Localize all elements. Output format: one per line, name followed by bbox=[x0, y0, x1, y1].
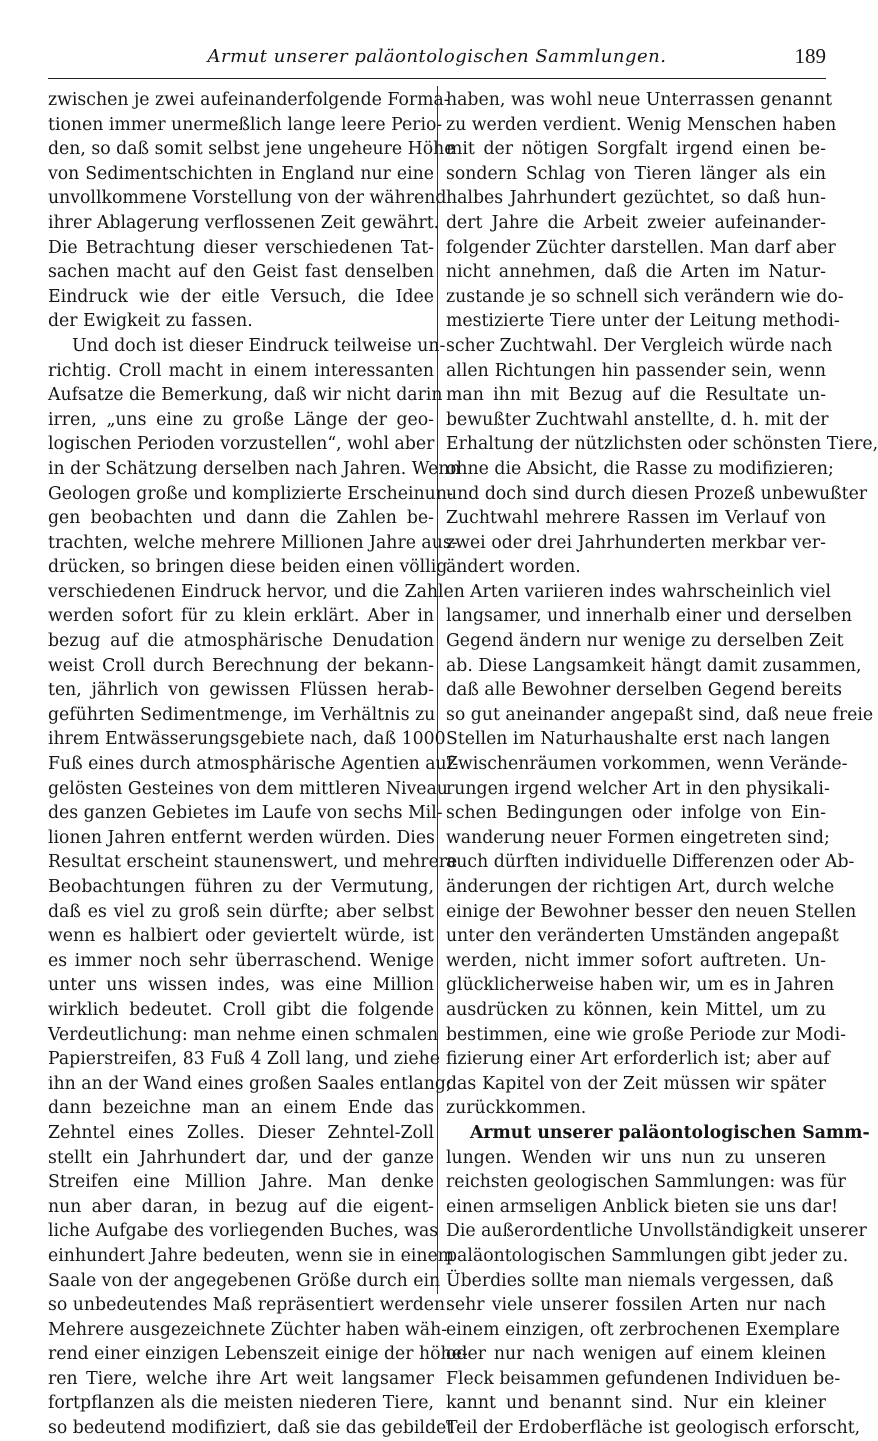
text-line: Und doch ist dieser Eindruck teilweise un- bbox=[72, 335, 446, 356]
text-line: ihn an der Wand eines großen Saales entlang; bbox=[48, 1073, 452, 1094]
text-line: einige der Bewohner besser den neuen Stellen bbox=[446, 901, 857, 922]
text-line: Verdeutlichung: man nehme einen schmalen bbox=[48, 1024, 439, 1045]
text-line: Teil der Erdoberfläche ist geologisch erforscht, bbox=[446, 1418, 861, 1439]
text-line: scher Zuchtwahl. Der Vergleich würde nach bbox=[446, 335, 833, 356]
text-line: bestimmen, eine wie große Periode zur Modi- bbox=[446, 1024, 846, 1045]
text-line: so gut aneinander angepaßt sind, daß neue freie bbox=[446, 704, 874, 725]
text-line: bezug auf die atmosphärische Denudation bbox=[48, 631, 434, 652]
text-line: Zehntel eines Zolles. Dieser Zehntel-Zoll bbox=[48, 1122, 434, 1143]
text-line: Streifen eine Million Jahre. Man denke bbox=[48, 1172, 434, 1193]
text-line: Saale von der angegebenen Größe durch ein bbox=[48, 1270, 441, 1291]
text-line: auch dürften individuelle Differenzen oder Ab- bbox=[446, 852, 855, 873]
text-line: Arten variieren indes wahrscheinlich viel bbox=[470, 581, 832, 602]
column-divider bbox=[437, 86, 438, 1294]
text-line: den, so daß somit selbst jene ungeheure Höhe bbox=[48, 139, 455, 160]
text-line: Die Betrachtung dieser verschiedenen Tat- bbox=[48, 237, 434, 258]
text-line: einhundert Jahre bedeuten, wenn sie in einem bbox=[48, 1245, 455, 1266]
text-line: und doch sind durch diesen Prozeß unbewußter bbox=[446, 483, 868, 504]
text-line: so bedeutend modifiziert, daß sie das gebildet bbox=[48, 1418, 454, 1439]
text-line: halbes Jahrhundert gezüchtet, so daß hun- bbox=[446, 188, 826, 209]
text-line: lionen Jahren entfernt werden würden. Dies bbox=[48, 827, 435, 848]
text-line: zu werden verdient. Wenig Menschen haben bbox=[446, 114, 837, 135]
text-line: Erhaltung der nützlichsten oder schönsten Tiere, bbox=[446, 434, 878, 455]
left-column bbox=[48, 88, 468, 1441]
text-line: oder nur nach wenigen auf einem kleinen bbox=[446, 1344, 826, 1365]
right-column bbox=[446, 88, 878, 1441]
text-line: fizierung einer Art erforderlich ist; aber auf bbox=[446, 1049, 830, 1070]
text-line: verschiedenen Eindruck hervor, und die Zahlen bbox=[48, 581, 465, 602]
text-line: sehr viele unserer fossilen Arten nur nach bbox=[446, 1295, 826, 1316]
text-line: zustande je so schnell sich verändern wie do- bbox=[446, 286, 844, 307]
text-line: ren Tiere, welche ihre Art weit langsamer bbox=[48, 1368, 434, 1389]
text-line: rend einer einzigen Lebenszeit einige der höhe- bbox=[48, 1344, 468, 1365]
text-line: änderungen der richtigen Art, durch welche bbox=[446, 877, 835, 897]
running-head bbox=[48, 44, 826, 74]
text-line: haben, was wohl neue Unterrassen genannt bbox=[446, 90, 833, 110]
text-line: dert Jahre die Arbeit zweier aufeinander- bbox=[446, 212, 826, 233]
text-line: werden sofort für zu klein erklärt. Aber in bbox=[48, 606, 434, 627]
text-line: mestizierte Tiere unter der Leitung methodi- bbox=[446, 311, 840, 332]
text-line: logischen Perioden vorzustellen“, wohl aber bbox=[48, 434, 435, 455]
text-line: von Sedimentschichten in England nur eine bbox=[48, 163, 434, 184]
text-line: Armut unserer paläontologischen Samm- bbox=[470, 1122, 870, 1143]
text-line: zwischen je zwei aufeinanderfolgende Forma- bbox=[48, 90, 450, 110]
text-line: paläontologischen Sammlungen gibt jeder zu. bbox=[446, 1245, 849, 1266]
text-line: langsamer, und innerhalb einer und derselben bbox=[446, 606, 853, 627]
text-line: sondern Schlag von Tieren länger als ein bbox=[446, 163, 826, 184]
text-line: richtig. Croll macht in einem interessanten bbox=[48, 360, 434, 381]
text-line: ihrem Entwässerungsgebiete nach, daß 1000 bbox=[48, 729, 446, 750]
text-line: drücken, so bringen diese beiden einen völlig bbox=[48, 557, 448, 578]
text-line: der Ewigkeit zu fassen. bbox=[48, 311, 253, 332]
text-line: wenn es halbiert oder geviertelt würde, ist bbox=[48, 926, 434, 947]
text-line: unter den veränderten Umständen angepaßt bbox=[446, 926, 839, 947]
text-line: wirklich bedeutet. Croll gibt die folgende bbox=[48, 999, 434, 1020]
text-line: fortpflanzen als die meisten niederen Tiere, bbox=[48, 1393, 434, 1414]
text-line: stellt ein Jahrhundert dar, und der ganze bbox=[48, 1147, 434, 1168]
text-line: gelösten Gesteines von dem mittleren Niveau bbox=[48, 778, 448, 799]
text-line: Zwischenräumen vorkommen, wenn Verände- bbox=[446, 754, 848, 775]
text-line: gen beobachten und dann die Zahlen be- bbox=[48, 508, 434, 529]
text-line: nun aber daran, in bezug auf die eigent- bbox=[48, 1196, 434, 1217]
text-line: Zuchtwahl mehrere Rassen im Verlauf von bbox=[446, 508, 826, 529]
text-line: ausdrücken zu können, kein Mittel, um zu bbox=[446, 999, 826, 1020]
text-line: ihrer Ablagerung verflossenen Zeit gewährt. bbox=[48, 212, 440, 233]
text-line: glücklicherweise haben wir, um es in Jahren bbox=[446, 975, 835, 996]
text-line: das Kapitel von der Zeit müssen wir später bbox=[446, 1073, 826, 1094]
text-line: des ganzen Gebietes im Laufe von sechs Mil- bbox=[48, 803, 443, 824]
text-line: reichsten geologischen Sammlungen: was für bbox=[446, 1172, 846, 1193]
text-line: unter uns wissen indes, was eine Million bbox=[48, 975, 434, 996]
text-line: tionen immer unermeßlich lange leere Perio- bbox=[48, 114, 443, 135]
text-line: dann bezeichne man an einem Ende das bbox=[48, 1098, 434, 1119]
text-line: sachen macht auf den Geist fast denselben bbox=[48, 262, 434, 283]
text-line: einem einzigen, oft zerbrochenen Exemplare bbox=[446, 1319, 840, 1340]
text-line: zurückkommen. bbox=[446, 1098, 587, 1119]
text-line: ohne die Absicht, die Rasse zu modifizieren; bbox=[446, 458, 834, 479]
text-line: so unbedeutendes Maß repräsentiert werden. bbox=[48, 1295, 451, 1316]
text-line: zwei oder drei Jahrhunderten merkbar ver- bbox=[446, 532, 826, 553]
text-line: in der Schätzung derselben nach Jahren. Wenn bbox=[48, 458, 461, 479]
text-line: Beobachtungen führen zu der Vermutung, bbox=[48, 877, 434, 897]
text-line: mit der nötigen Sorgfalt irgend einen be- bbox=[446, 139, 826, 160]
text-line: bewußter Zuchtwahl anstellte, d. h. mit der bbox=[446, 409, 829, 430]
text-line: folgender Züchter darstellen. Man darf aber bbox=[446, 237, 836, 258]
text-line: ten, jährlich von gewissen Flüssen herab- bbox=[48, 680, 434, 701]
text-line: Mehrere ausgezeichnete Züchter haben wäh- bbox=[48, 1319, 448, 1340]
text-line: schen Bedingungen oder infolge von Ein- bbox=[446, 803, 826, 824]
text-line: daß es viel zu groß sein dürfte; aber selbst bbox=[48, 901, 434, 922]
text-line: wanderung neuer Formen eingetreten sind; bbox=[446, 827, 830, 848]
text-line: lungen. Wenden wir uns nun zu unseren bbox=[446, 1147, 826, 1168]
text-line: man ihn mit Bezug auf die Resultate un- bbox=[446, 385, 826, 406]
text-line: ändert worden. bbox=[446, 557, 581, 578]
text-line: werden, nicht immer sofort auftreten. Un- bbox=[446, 950, 826, 971]
text-line: kannt und benannt sind. Nur ein kleiner bbox=[446, 1393, 826, 1414]
text-line: liche Aufgabe des vorliegenden Buches, was bbox=[48, 1221, 439, 1242]
text-line: Eindruck wie der eitle Versuch, die Idee bbox=[48, 286, 434, 307]
text-line: Geologen große und komplizierte Erscheinun- bbox=[48, 483, 453, 504]
text-line: es immer noch sehr überraschend. Wenige bbox=[48, 950, 434, 971]
text-line: Resultat erscheint staunenswert, und mehrere bbox=[48, 852, 458, 873]
text-line: Überdies sollte man niemals vergessen, daß bbox=[446, 1270, 834, 1291]
text-line: einen armseligen Anblick bieten sie uns dar! bbox=[446, 1196, 839, 1217]
text-line: irren, „uns eine zu große Länge der geo- bbox=[48, 409, 434, 430]
running-title: Armut unserer paläontologischen Sammlungen. bbox=[207, 46, 667, 67]
text-line: unvollkommene Vorstellung von der während bbox=[48, 188, 447, 209]
text-line: rungen irgend welcher Art in den physikali- bbox=[446, 778, 830, 799]
text-line: allen Richtungen hin passender sein, wenn bbox=[446, 360, 826, 381]
text-line: Stellen im Naturhaushalte erst nach langen bbox=[446, 729, 831, 750]
text-line: geführten Sedimentmenge, im Verhältnis zu bbox=[48, 704, 436, 725]
text-line: nicht annehmen, daß die Arten im Natur- bbox=[446, 262, 826, 283]
text-line: Papierstreifen, 83 Fuß 4 Zoll lang, und ziehe bbox=[48, 1049, 440, 1070]
text-line: Aufsatze die Bemerkung, daß wir nicht darin bbox=[48, 385, 443, 406]
page-number: 189 bbox=[794, 44, 826, 68]
text-line: Die außerordentliche Unvollständigkeit unserer bbox=[446, 1221, 867, 1242]
text-line: ab. Diese Langsamkeit hängt damit zusammen, bbox=[446, 655, 862, 676]
text-line: Fuß eines durch atmosphärische Agentien auf- bbox=[48, 754, 459, 775]
header-rule bbox=[48, 78, 826, 79]
text-line: Gegend ändern nur wenige zu derselben Zeit bbox=[446, 631, 844, 652]
text-line: Fleck beisammen gefundenen Individuen be- bbox=[446, 1368, 841, 1389]
text-line: weist Croll durch Berechnung der bekann- bbox=[48, 655, 434, 676]
text-line: trachten, welche mehrere Millionen Jahre aus- bbox=[48, 532, 458, 553]
text-line: daß alle Bewohner derselben Gegend bereits bbox=[446, 680, 843, 701]
